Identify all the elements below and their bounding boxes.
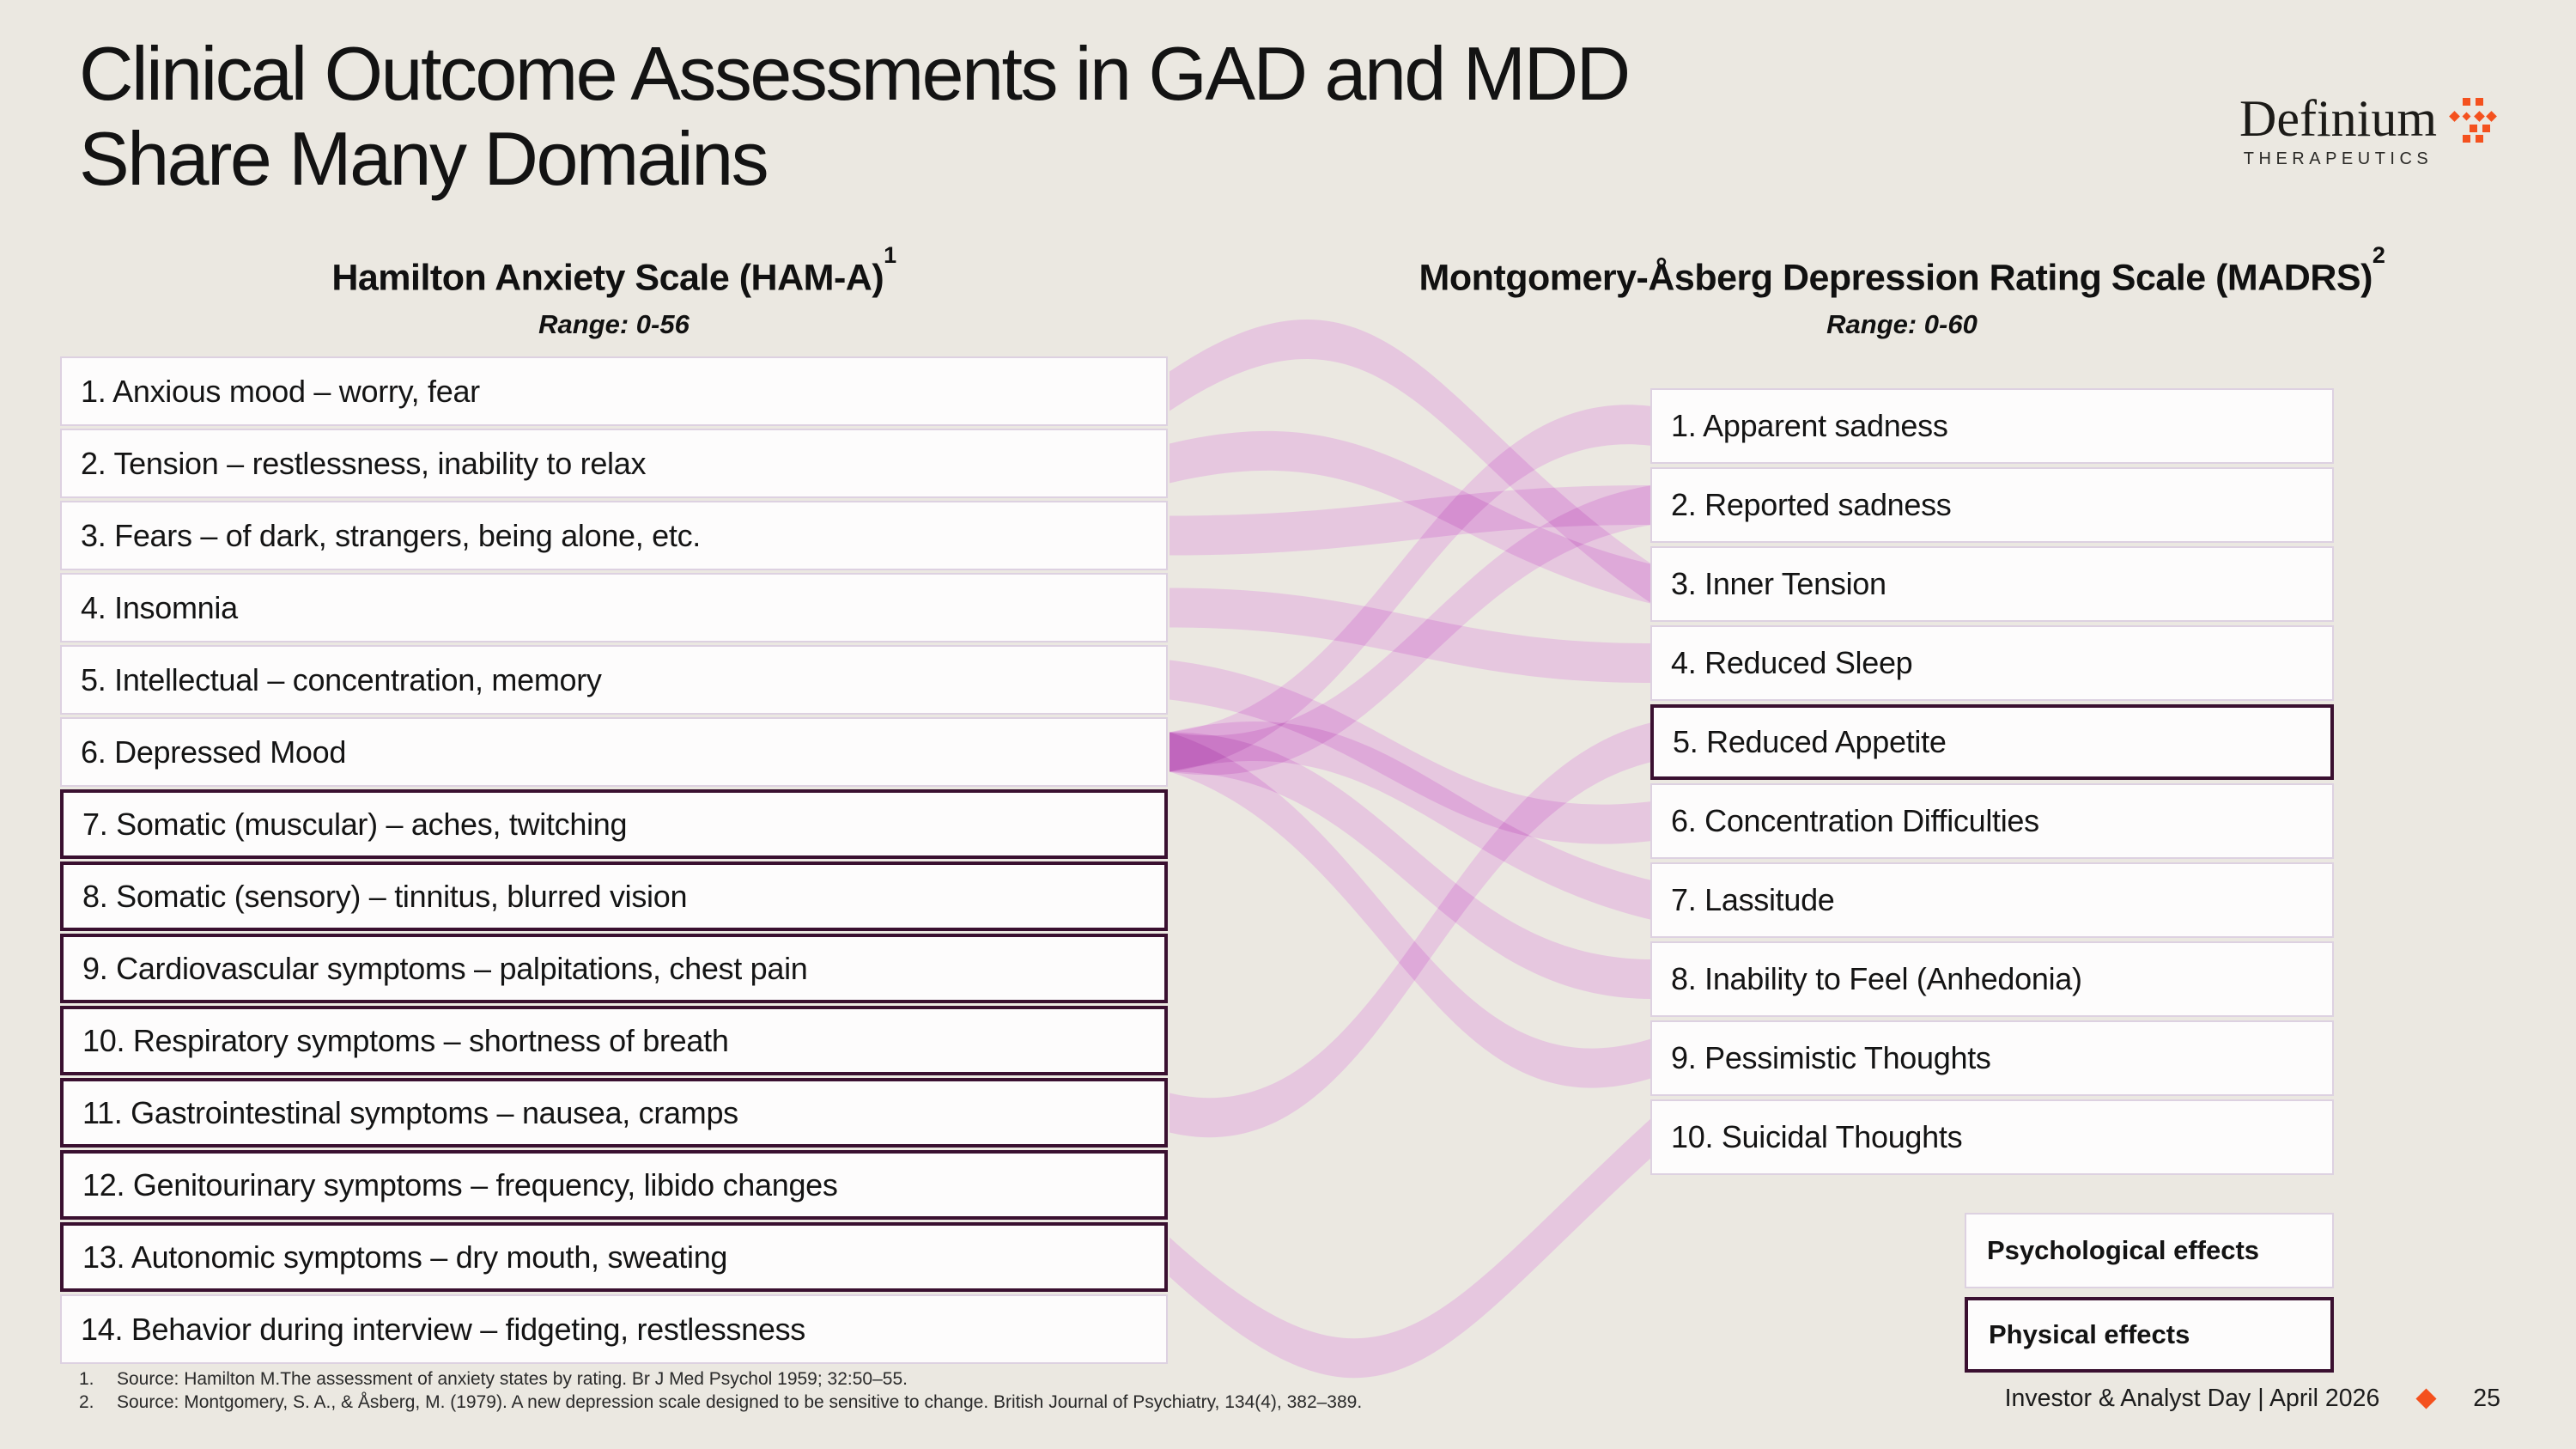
footnote-text: Source: Montgomery, S. A., & Åsberg, M. (1979). A new depression scale designed to be sensitive to change. British Journal of Psychiatry, 134(4), 382–389. xyxy=(117,1392,1363,1412)
madrs-item xyxy=(1650,704,2334,780)
ham-a-item-label: 4. Insomnia xyxy=(81,589,238,625)
ham-a-item-list xyxy=(60,356,1168,1367)
madrs-item-label: 8. Inability to Feel (Anhedonia) xyxy=(1671,961,2082,996)
madrs-header xyxy=(1327,242,2477,340)
page-title-line2: Share Many Domains xyxy=(79,116,768,201)
ham-a-item xyxy=(60,573,1168,642)
ham-a-item-label: 3. Fears – of dark, strangers, being alone, etc. xyxy=(81,517,702,553)
ham-a-item xyxy=(60,1150,1168,1220)
madrs-item xyxy=(1650,862,2334,938)
madrs-item-label: 2. Reported sadness xyxy=(1671,487,1952,522)
ham-a-item xyxy=(60,501,1168,570)
page-title xyxy=(79,31,1629,201)
ham-a-item xyxy=(60,717,1168,787)
ham-a-item xyxy=(60,1222,1168,1292)
madrs-item-label: 4. Reduced Sleep xyxy=(1671,645,1913,680)
page-title-line1: Clinical Outcome Assessments in GAD and MDD xyxy=(79,31,1629,116)
ham-a-item-label: 12. Genitourinary symptoms – frequency, libido changes xyxy=(82,1166,838,1202)
madrs-item xyxy=(1650,467,2334,543)
madrs-item-label: 9. Pessimistic Thoughts xyxy=(1671,1040,1991,1075)
footnotes xyxy=(79,1367,1362,1414)
ham-a-item xyxy=(60,429,1168,498)
ham-a-item xyxy=(60,1294,1168,1364)
madrs-item xyxy=(1650,546,2334,622)
ham-a-item-label: 1. Anxious mood – worry, fear xyxy=(81,373,480,409)
ham-a-item-label: 8. Somatic (sensory) – tinnitus, blurred vision xyxy=(82,878,688,914)
domain-link-ribbon xyxy=(1170,1117,1652,1378)
footer-diamond-icon xyxy=(2416,1388,2437,1409)
madrs-range: Range: 0-60 xyxy=(1826,309,1978,340)
logo-wordmark: Definium xyxy=(2239,90,2437,147)
madrs-title xyxy=(1327,242,2477,299)
ham-a-item-label: 10. Respiratory symptoms – shortness of breath xyxy=(82,1022,729,1058)
madrs-item-label: 3. Inner Tension xyxy=(1671,566,1886,601)
ham-a-range: Range: 0-56 xyxy=(538,309,690,340)
ham-a-item xyxy=(60,934,1168,1003)
ham-a-item-label: 9. Cardiovascular symptoms – palpitations, chest pain xyxy=(82,950,808,986)
legend-physical-label: Physical effects xyxy=(1989,1319,2190,1349)
slide-footer xyxy=(2005,1385,2500,1413)
madrs-item-label: 1. Apparent sadness xyxy=(1671,408,1948,443)
footnote xyxy=(79,1391,1362,1414)
ham-a-item xyxy=(60,861,1168,931)
ham-a-header xyxy=(60,242,1168,340)
ham-a-item-label: 11. Gastrointestinal symptoms – nausea, cramps xyxy=(82,1094,738,1130)
footnote-text: Source: Hamilton M.The assessment of anxiety states by rating. Br J Med Psychol 1959; 32:50–55. xyxy=(117,1369,908,1389)
page-number: 25 xyxy=(2473,1385,2500,1412)
ham-a-item-label: 2. Tension – restlessness, inability to relax xyxy=(81,445,647,481)
ham-a-item xyxy=(60,1006,1168,1075)
logo-dot-pattern-icon xyxy=(2449,96,2497,144)
ham-a-item-label: 6. Depressed Mood xyxy=(81,734,347,770)
madrs-item-label: 7. Lassitude xyxy=(1671,882,1835,917)
madrs-item xyxy=(1650,1020,2334,1096)
ham-a-item xyxy=(60,789,1168,859)
madrs-item-label: 10. Suicidal Thoughts xyxy=(1671,1119,1963,1154)
footnote xyxy=(79,1367,1362,1391)
ham-a-item xyxy=(60,356,1168,426)
ham-a-item-label: 14. Behavior during interview – fidgeting, restlessness xyxy=(81,1311,805,1347)
madrs-item xyxy=(1650,388,2334,464)
madrs-item xyxy=(1650,625,2334,701)
ham-a-title xyxy=(60,242,1168,299)
footnote-number: 1. xyxy=(79,1369,94,1389)
ham-a-footnote-ref: 1 xyxy=(884,242,896,268)
ham-a-item xyxy=(60,1078,1168,1148)
madrs-item xyxy=(1650,1099,2334,1175)
madrs-item-label: 6. Concentration Difficulties xyxy=(1671,803,2039,838)
ham-a-item-label: 5. Intellectual – concentration, memory xyxy=(81,661,602,697)
ham-a-item xyxy=(60,645,1168,715)
footnote-number: 2. xyxy=(79,1392,94,1412)
madrs-item-list xyxy=(1650,388,2334,1178)
logo-subtitle: THERAPEUTICS xyxy=(2243,149,2433,168)
legend-psychological-effects xyxy=(1965,1213,2334,1288)
madrs-item xyxy=(1650,941,2334,1017)
company-logo xyxy=(2239,90,2497,169)
madrs-item xyxy=(1650,783,2334,859)
legend-physical-effects xyxy=(1965,1297,2334,1373)
madrs-title-text: Montgomery-Åsberg Depression Rating Scale (MADRS) xyxy=(1419,257,2372,299)
madrs-item-label: 5. Reduced Appetite xyxy=(1673,724,1947,759)
madrs-footnote-ref: 2 xyxy=(2372,242,2385,268)
ham-a-item-label: 7. Somatic (muscular) – aches, twitching xyxy=(82,806,628,842)
footer-event-label: Investor & Analyst Day | April 2026 xyxy=(2004,1385,2380,1412)
ham-a-item-label: 13. Autonomic symptoms – dry mouth, sweating xyxy=(82,1239,728,1275)
ham-a-title-text: Hamilton Anxiety Scale (HAM-A) xyxy=(331,257,884,299)
legend-psychological-label: Psychological effects xyxy=(1987,1235,2260,1265)
